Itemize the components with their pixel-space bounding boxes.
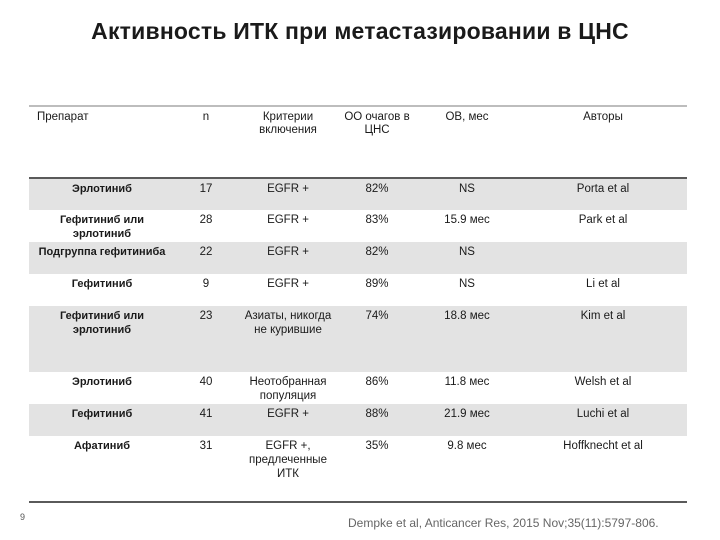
header-overall-survival: ОВ, мес xyxy=(445,111,489,123)
table-row xyxy=(29,210,687,242)
cell-authors: Hoffknecht et al xyxy=(563,440,643,452)
cell-overall-survival: NS xyxy=(459,278,475,290)
table-row xyxy=(29,242,687,274)
cell-authors: Porta et al xyxy=(519,178,687,210)
cell-overall-survival: 9.8 мес xyxy=(447,440,487,452)
cell-response-rate: 82% xyxy=(339,178,415,210)
table-header-row xyxy=(29,106,687,178)
cell-n: 31 xyxy=(199,440,213,452)
table-row xyxy=(29,372,687,404)
slide-title: Активность ИТК при метастазировании в ЦНС xyxy=(91,18,629,44)
results-table-container xyxy=(29,105,687,503)
cell-drug: Гефитиниб или эрлотиниб xyxy=(59,214,145,240)
table-row xyxy=(29,178,687,210)
cell-criteria: EGFR +, предлеченные ИТК xyxy=(249,440,327,480)
cell-criteria: EGFR + xyxy=(237,242,339,274)
cell-n: 9 xyxy=(202,278,210,290)
cell-overall-survival: 18.8 мес xyxy=(415,306,519,372)
table-row xyxy=(29,274,687,306)
cell-criteria: EGFR + xyxy=(267,278,309,290)
cell-n: 17 xyxy=(175,178,237,210)
cell-drug: Афатиниб xyxy=(73,440,131,452)
cell-drug: Гефитиниб xyxy=(29,404,175,436)
cell-response-rate: 35% xyxy=(365,440,389,452)
results-table xyxy=(29,105,687,503)
header-criteria: Критерии включения xyxy=(259,111,317,136)
cell-criteria: Неотобранная популяция xyxy=(249,376,327,402)
header-n: n xyxy=(202,111,210,123)
cell-authors: Li et al xyxy=(586,278,620,290)
cell-criteria: EGFR + xyxy=(267,214,309,226)
cell-authors: Kim et al xyxy=(519,306,687,372)
cell-n: 28 xyxy=(199,214,213,226)
cell-criteria: EGFR + xyxy=(237,178,339,210)
cell-drug: Эрлотиниб xyxy=(72,376,132,388)
table-row xyxy=(29,306,687,372)
cell-overall-survival: 11.8 мес xyxy=(444,376,490,388)
slide-number: 9 xyxy=(20,512,26,522)
cell-overall-survival: 15.9 мес xyxy=(444,214,490,226)
cell-overall-survival: 21.9 мес xyxy=(415,404,519,436)
cell-n: 41 xyxy=(175,404,237,436)
header-drug: Препарат xyxy=(37,111,89,123)
citation: Dempke et al, Anticancer Res, 2015 Nov;35(11):5797-806. xyxy=(348,516,659,530)
cell-response-rate: 88% xyxy=(339,404,415,436)
header-response-rate: ОО очагов в ЦНС xyxy=(344,111,410,136)
cell-response-rate: 86% xyxy=(365,376,389,388)
cell-n: 22 xyxy=(175,242,237,274)
cell-overall-survival: NS xyxy=(415,242,519,274)
cell-response-rate: 89% xyxy=(365,278,389,290)
cell-criteria: EGFR + xyxy=(237,404,339,436)
cell-n: 40 xyxy=(199,376,213,388)
cell-response-rate: 74% xyxy=(339,306,415,372)
cell-response-rate: 83% xyxy=(365,214,389,226)
cell-drug: Эрлотиниб xyxy=(29,178,175,210)
cell-response-rate: 82% xyxy=(339,242,415,274)
table-row xyxy=(29,436,687,502)
cell-drug: Гефитиниб или эрлотиниб xyxy=(29,306,175,372)
cell-drug: Подгруппа гефитиниба xyxy=(29,242,175,274)
cell-drug: Гефитиниб xyxy=(71,278,133,290)
cell-authors: Luchi et al xyxy=(519,404,687,436)
table-row xyxy=(29,404,687,436)
cell-authors: Park et al xyxy=(578,214,628,226)
cell-authors: Welsh et al xyxy=(574,376,632,388)
cell-n: 23 xyxy=(175,306,237,372)
cell-overall-survival: NS xyxy=(415,178,519,210)
cell-criteria: Азиаты, никогда не курившие xyxy=(237,306,339,372)
cell-authors xyxy=(519,242,687,274)
header-authors: Авторы xyxy=(583,111,623,123)
